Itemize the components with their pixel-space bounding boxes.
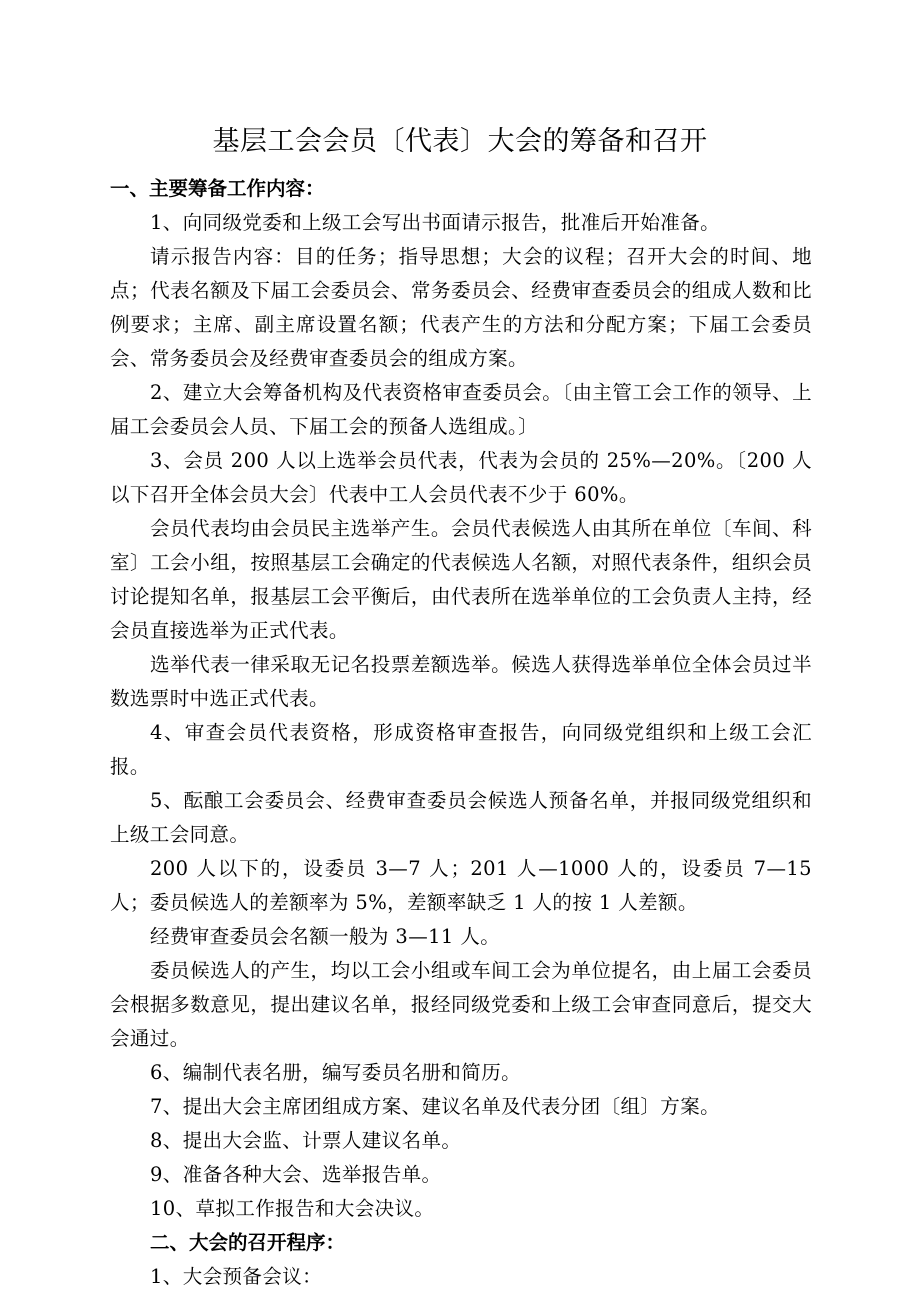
paragraph-item-3: 3、会员 200 人以上选举会员代表，代表为会员的 25%—20%。〔200 人以下召开全体会员大会〕代表中工人会员代表不少于 60%。 [110, 449, 812, 506]
section-heading-procedure: 二、大会的召开程序： [150, 1231, 346, 1254]
paragraph-item-2: 2、建立大会筹备机构及代表资格审查委员会。〔由主管工会工作的领导、上届工会委员会人员、下届工会的预备人选组成。〕 [110, 381, 812, 438]
paragraph-item-6: 6、编制代表名册，编写委员名册和简历。 [150, 1061, 522, 1084]
paragraph-item-1: 1、向同级党委和上级工会写出书面请示报告，批准后开始准备。 [150, 211, 721, 234]
document-body [110, 172, 812, 1294]
paragraph-item-9: 9、准备各种大会、选举报告单。 [150, 1163, 442, 1186]
paragraph-candidate-nomination: 委员候选人的产生，均以工会小组或车间工会为单位提名，由上届工会委员会根据多数意见，提出建议名单，报经同级党委和上级工会审查同意后，提交大会通过。 [110, 959, 812, 1050]
paragraph-delegate-election: 会员代表均由会员民主选举产生。会员代表候选人由其所在单位〔车间、科室〕工会小组，按照基层工会确定的代表候选人名额，对照代表条件，组织会员讨论提知名单，报基层工会平衡后，由代表所在选举单位的工会负责人主持，经会员直接选举为正式代表。 [110, 517, 812, 642]
paragraph-secret-ballot: 选举代表一律采取无记名投票差额选举。候选人获得选举单位全体会员过半数选票时中选正式代表。 [110, 653, 812, 710]
paragraph-item-8: 8、提出大会监、计票人建议名单。 [150, 1129, 462, 1152]
paragraph-item-4: 4、审查会员代表资格，形成资格审查报告，向同级党组织和上级工会汇报。 [110, 721, 812, 778]
section-heading-preparation: 一、主要筹备工作内容： [110, 177, 325, 200]
paragraph-item-7: 7、提出大会主席团组成方案、建议名单及代表分团〔组〕方案。 [150, 1095, 721, 1118]
paragraph-procedure-item-1: 1、大会预备会议： [150, 1265, 323, 1288]
paragraph-audit-committee-size: 经费审查委员会名额一般为 3—11 人。 [150, 925, 501, 948]
paragraph-committee-size: 200 人以下的，设委员 3—7 人；201 人—1000 人的，设委员 7—15 人；委员候选人的差额率为 5%，差额率缺乏 1 人的按 1 人差额。 [110, 857, 812, 914]
paragraph-item-5: 5、酝酿工会委员会、经费审查委员会候选人预备名单，并报同级党组织和上级工会同意。 [110, 789, 812, 846]
paragraph-request-content: 请示报告内容：目的任务；指导思想；大会的议程；召开大会的时间、地点；代表名额及下届工会委员会、常务委员会、经费审查委员会的组成人数和比例要求；主席、副主席设置名额；代表产生的方法和分配方案；下届工会委员会、常务委员会及经费审查委员会的组成方案。 [110, 245, 812, 370]
document-title: 基层工会会员〔代表〕大会的筹备和召开 [212, 126, 708, 157]
paragraph-item-10: 10、草拟工作报告和大会决议。 [150, 1197, 435, 1220]
